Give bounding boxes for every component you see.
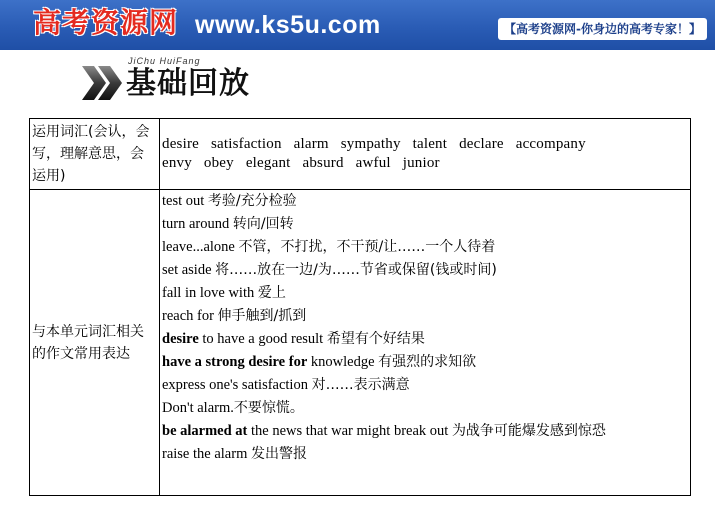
phrase-item: be alarmed at the news that war might break out 为战争可能爆发感到惊恐	[162, 423, 606, 439]
heading-title: 基础回放	[126, 66, 250, 101]
phrase-item: reach for 伸手触到/抓到	[162, 308, 307, 324]
row-label-vocabulary: 运用词汇(会认，会写，理解意思，会运用)	[30, 119, 160, 190]
phrase-item: express one's satisfaction 对……表示满意	[162, 377, 410, 393]
phrase-item: raise the alarm 发出警报	[162, 446, 307, 462]
site-url[interactable]: www.ks5u.com	[195, 11, 381, 39]
phrase-item: test out 考验/充分检验	[162, 193, 297, 209]
double-chevron-icon	[80, 64, 124, 102]
phrase-item: set aside 将……放在一边/为……节省或保留(钱或时间)	[162, 262, 497, 278]
site-logo[interactable]: 高考资源网	[33, 6, 179, 39]
section-heading	[80, 56, 270, 106]
words-line: envy obey elegant absurd awful junior	[162, 155, 440, 171]
expressions-cell	[160, 190, 691, 496]
site-banner	[0, 0, 715, 50]
vocabulary-table	[29, 118, 691, 496]
heading-pinyin: JiChu HuiFang	[128, 56, 201, 66]
phrase-item: Don't alarm.不要惊慌。	[162, 400, 304, 416]
row-label-expressions: 与本单元词汇相关的作文常用表达	[30, 190, 160, 496]
phrase-item: leave...alone 不管，不打扰，不干预/让……一个人待着	[162, 239, 496, 255]
phrase-item: turn around 转向/回转	[162, 216, 294, 232]
vocabulary-words-cell	[160, 119, 691, 190]
phrase-item: fall in love with 爱上	[162, 285, 286, 301]
phrase-item: desire to have a good result 希望有个好结果	[162, 331, 425, 347]
words-line: desire satisfaction alarm sympathy talent declare accompany	[162, 136, 586, 152]
table-row	[30, 119, 691, 190]
table-row	[30, 190, 691, 496]
phrase-item: have a strong desire for knowledge 有强烈的求知欲	[162, 354, 477, 370]
site-slogan: 【高考资源网-你身边的高考专家！】	[498, 18, 707, 40]
